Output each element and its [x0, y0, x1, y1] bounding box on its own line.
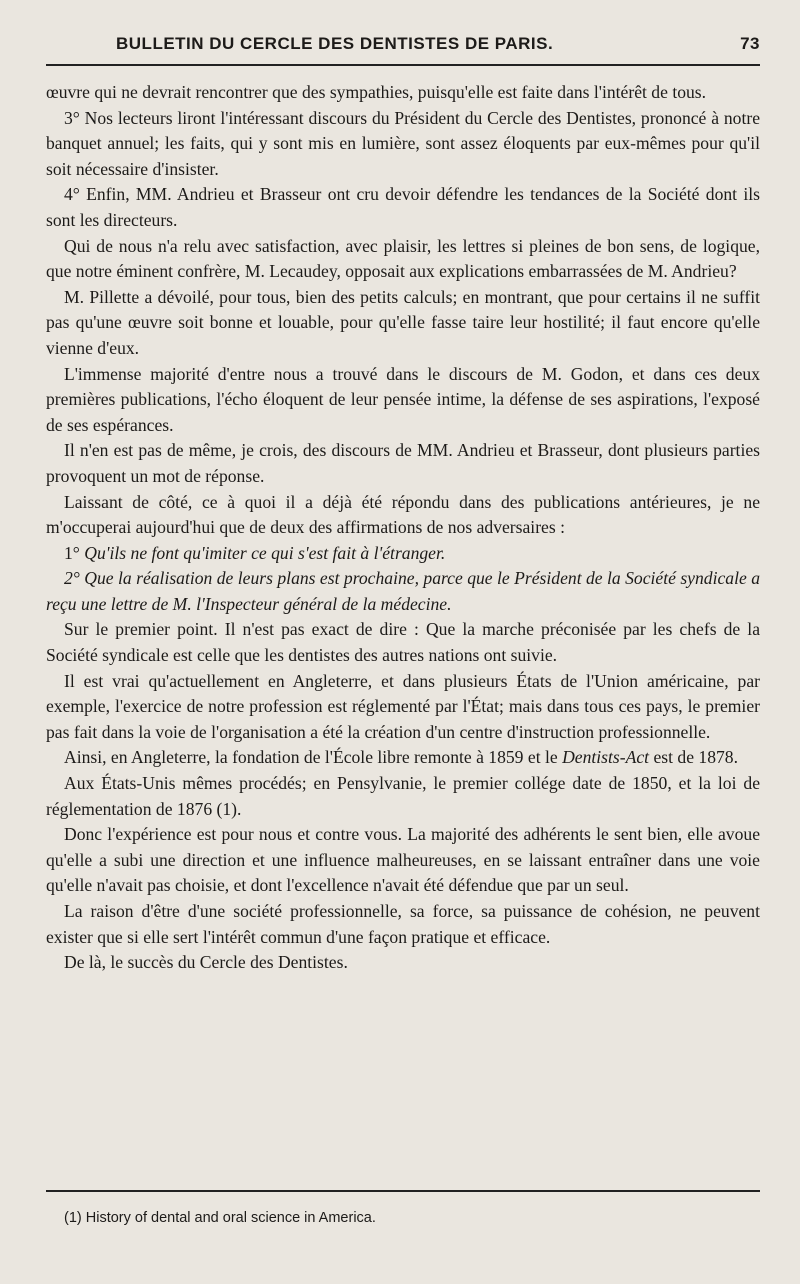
page-number: 73 — [740, 34, 760, 53]
point-text: Qu'ils ne font qu'imiter ce qui s'est fait à l'étranger. — [84, 542, 446, 563]
footnote-rule — [46, 1190, 760, 1192]
header-title: BULLETIN DU CERCLE DES DENTISTES DE PARIS. — [116, 34, 554, 53]
point-text: Que la réalisation de leurs plans est prochaine, parce que le Président de la Société syndicale a reçu une lettre de M. l'Inspecteur général de la médecine. — [46, 568, 760, 614]
paragraph: Laissant de côté, ce à quoi il a déjà été répondu dans des publications antérieures, je ne m'occuperai aujourd'hui que de deux des affirmations de nos adversaires : — [46, 491, 760, 538]
paragraph: œuvre qui ne devrait rencontrer que des sympathies, puisqu'elle est faite dans l'intérêt de tous. — [46, 82, 707, 102]
paragraph: Qui de nous n'a relu avec satisfaction, avec plaisir, les lettres si pleines de bon sens, de logique, que notre éminent confrère, M. Lecaudey, opposait aux explications embarrassées de M. Andrieu? — [46, 235, 760, 282]
paragraph: 3° Nos lecteurs liront l'intéressant discours du Président du Cercle des Dentistes, prononcé à notre banquet annuel; les faits, qui y sont mis en lumière, sont assez éloquents par eux-mêmes pour qu'il soit nécessaire d'insister. — [46, 107, 760, 179]
paragraph: 4° Enfin, MM. Andrieu et Brasseur ont cru devoir défendre les tendances de la Société dont ils sont les directeurs. — [46, 184, 760, 230]
paragraph: M. Pillette a dévoilé, pour tous, bien des petits calculs; en montrant, que pour certains il ne suffit pas qu'une œuvre soit bonne et louable, pour qu'elle fasse taire leur hostilité; il faut encore qu'elle vienne d'eux. — [46, 286, 760, 358]
footnote: (1) History of dental and oral science in America. — [64, 1210, 376, 1226]
paragraph: De là, le succès du Cercle des Dentistes. — [64, 952, 348, 973]
running-header — [46, 30, 760, 58]
paragraph: Sur le premier point. Il n'est pas exact de dire : Que la marche préconisée par les chefs de la Société syndicale est celle que les dentistes des autres nations ont suivie. — [46, 619, 760, 666]
point-number: 2° — [64, 568, 80, 589]
text-segment: Ainsi, en Angleterre, la fondation de l'École libre remonte à 1859 et le — [64, 747, 563, 768]
paragraph-england — [46, 745, 760, 771]
header-rule — [46, 64, 760, 66]
body-text — [46, 80, 760, 976]
paragraph: Il n'en est pas de même, je crois, des discours de MM. Andrieu et Brasseur, dont plusieurs parties provoquent un mot de réponse. — [46, 440, 760, 486]
dentists-act: Dentists-Act — [562, 747, 650, 768]
paragraph: Aux États-Unis mêmes procédés; en Pensylvanie, le premier collége date de 1850, et la loi de réglementation de 1876 (1). — [46, 773, 760, 819]
point-number: 1° — [64, 542, 80, 563]
paragraph: Donc l'expérience est pour nous et contre vous. La majorité des adhérents le sent bien, elle avoue qu'elle a subi une direction et une influence malheureuses, en se laissant entraîner dans une voie qu'elle n'avait pas choisie, et dont l'excellence n'avait été défendue que par un seul. — [46, 824, 760, 896]
paragraph: La raison d'être d'une société professionnelle, sa force, sa puissance de cohésion, ne peuvent exister que si elle sert l'intérêt commun d'une façon pratique et efficace. — [46, 901, 760, 947]
text-segment: est de 1878. — [649, 747, 738, 768]
paragraph: L'immense majorité d'entre nous a trouvé dans le discours de M. Godon, et dans ces deux premières publications, l'écho éloquent de leur pensée intime, la défense de ses aspirations, l'exposé de ses espérances. — [46, 363, 760, 435]
point-one — [46, 541, 760, 567]
point-two — [46, 566, 760, 617]
paragraph: Il est vrai qu'actuellement en Angleterre, et dans plusieurs États de l'Union américaine, par exemple, l'exercice de notre profession est réglementé par l'État; mais dans tous ces pays, le premier pas fait dans la voie de l'organisation a été la création d'un centre d'instruction professionnelle. — [46, 670, 760, 742]
